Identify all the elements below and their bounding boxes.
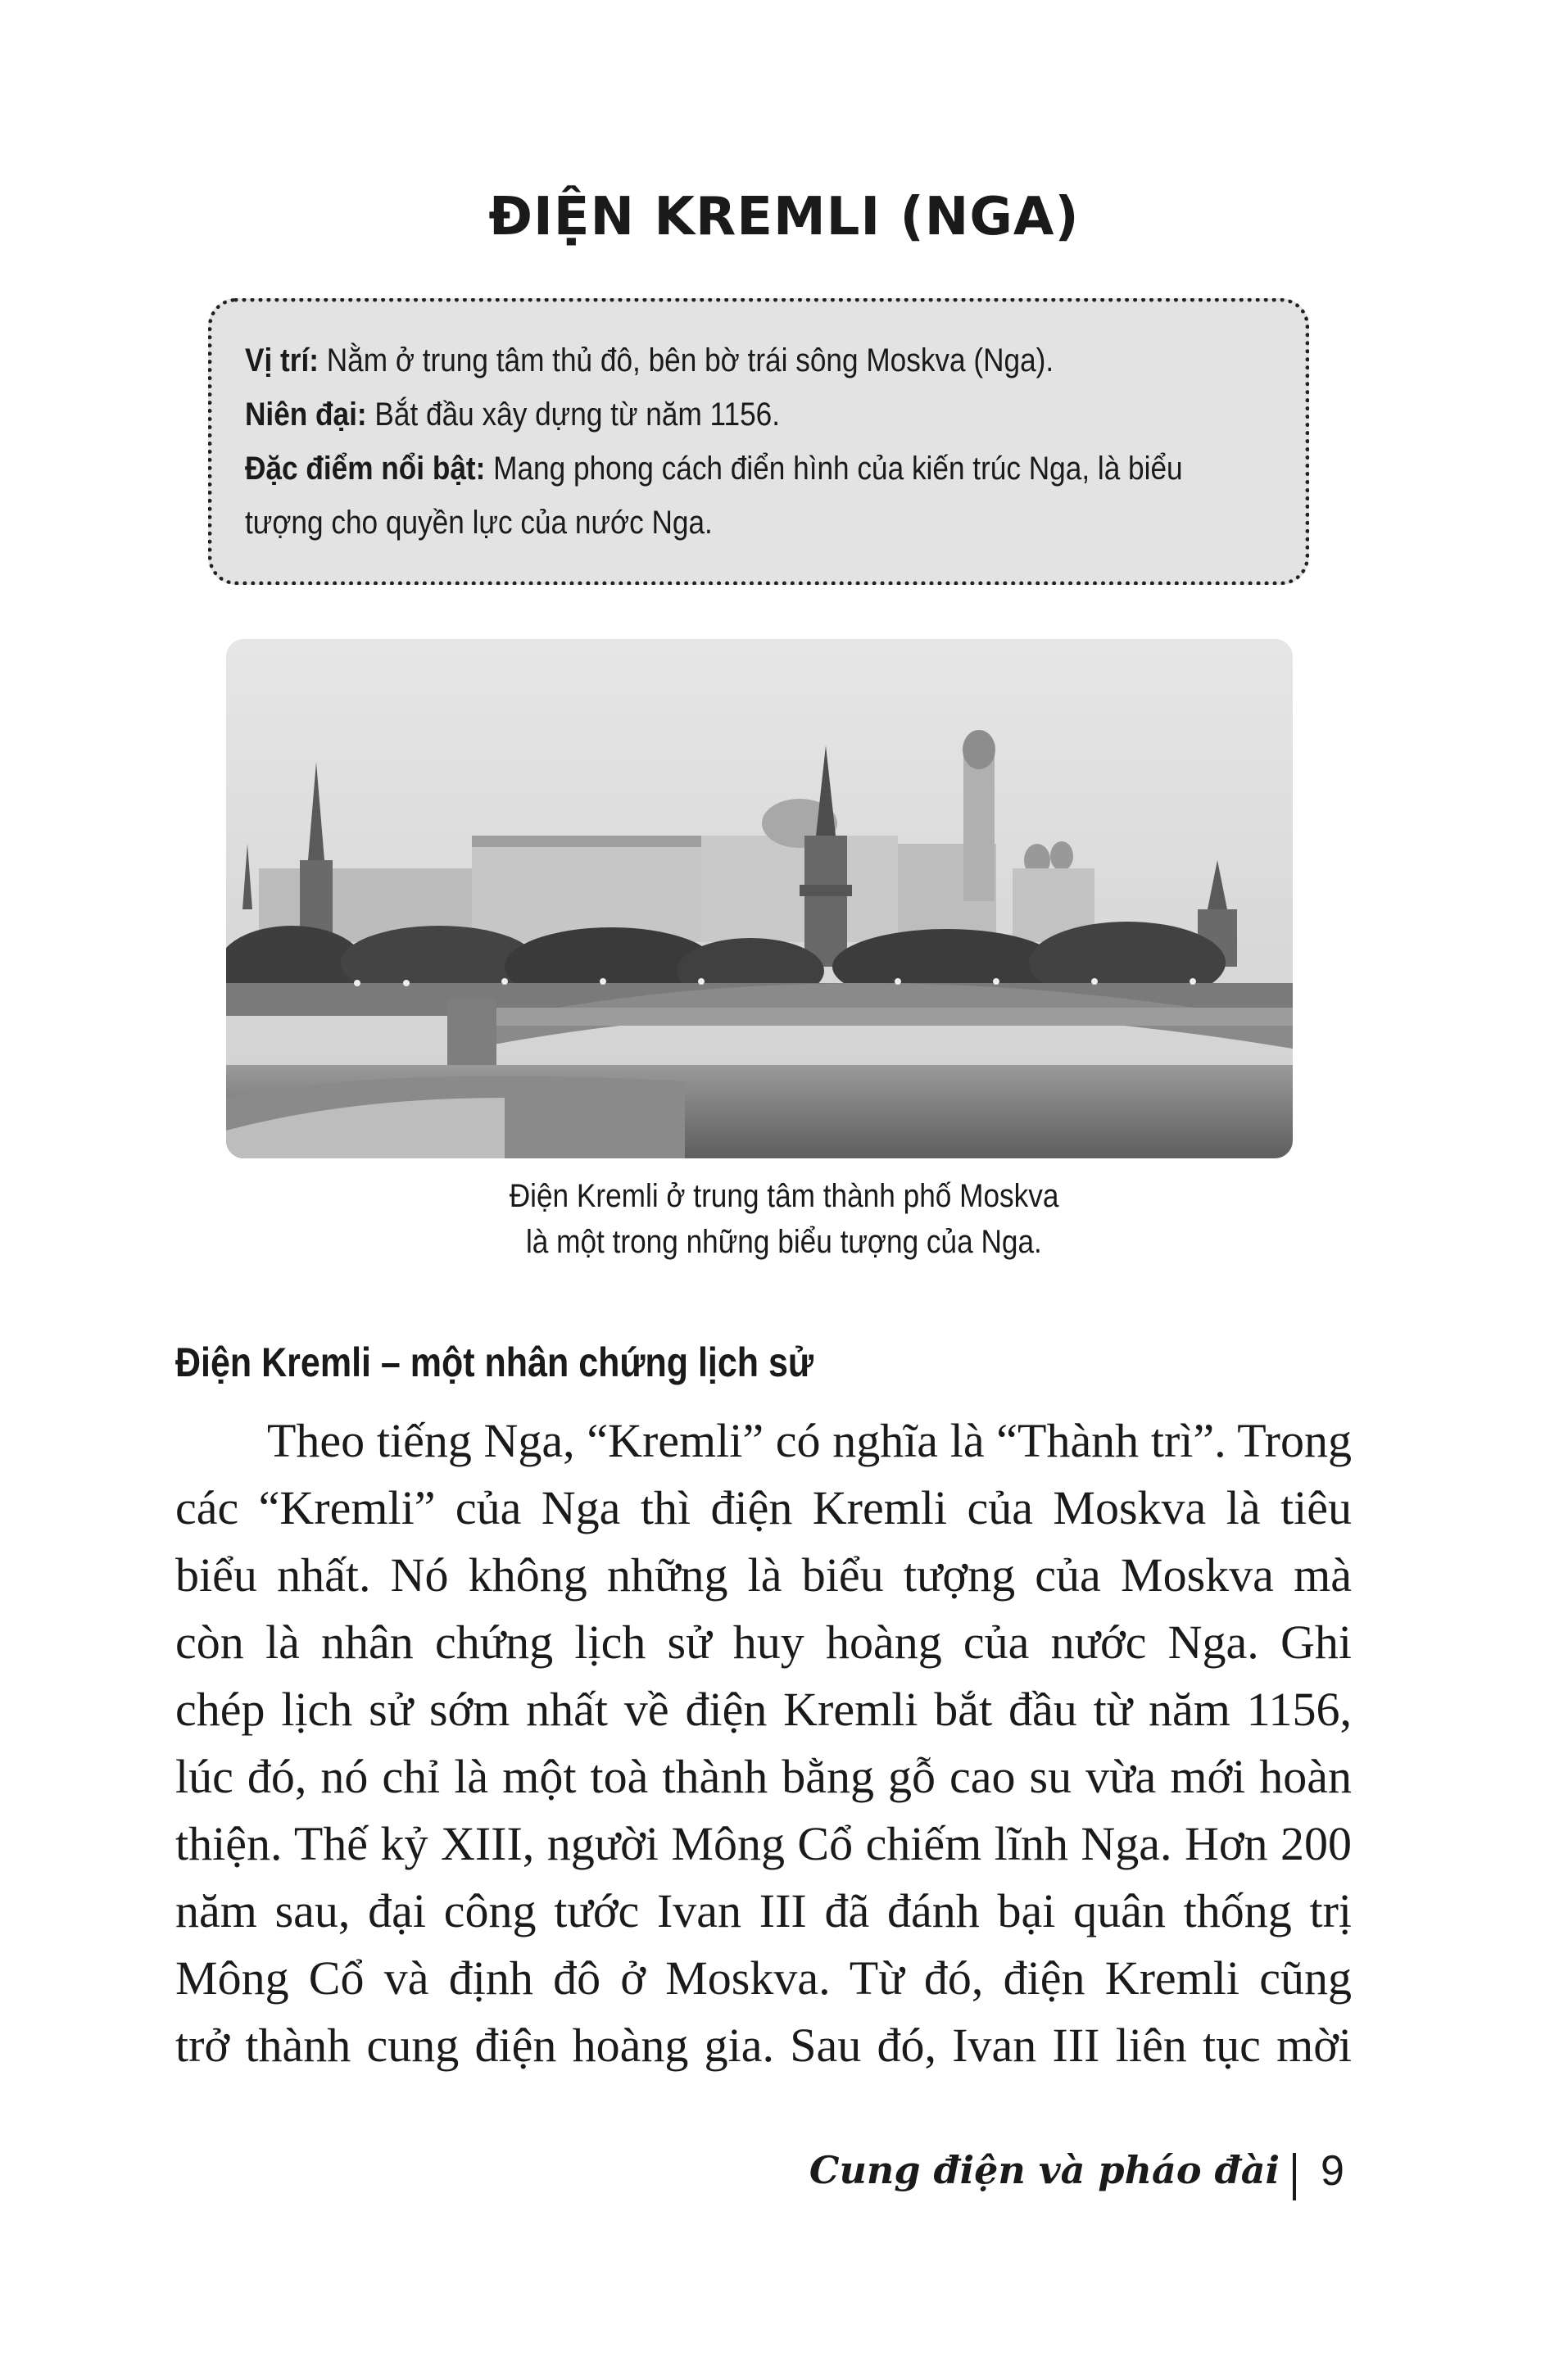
info-box (208, 298, 1309, 585)
info-location (245, 333, 1269, 387)
body-line: trở thành cung điện hoàng gia. Sau đó, Ivan III liên tục mời (175, 2019, 1352, 2072)
body-line: Theo tiếng Nga, “Kremli” có nghĩa là “Thành trì”. Trong (267, 1414, 1352, 1467)
kremlin-photo (226, 639, 1293, 1158)
body-line: biểu nhất. Nó không những là biểu tượng của Moskva mà (175, 1548, 1352, 1602)
photo-caption-line1: Điện Kremli ở trung tâm thành phố Moskva (509, 1178, 1059, 1214)
feature-label: Đặc điểm nổi bật: (245, 451, 486, 487)
body-line: thiện. Thế kỷ XIII, người Mông Cổ chiếm lĩnh Nga. Hơn 200 (175, 1817, 1352, 1870)
location-value: Nằm ở trung tâm thủ đô, bên bờ trái sông Moskva (Nga). (318, 342, 1054, 378)
body-line: chép lịch sử sớm nhất về điện Kremli bắt đầu từ năm 1156, (175, 1683, 1352, 1736)
page-number: 9 (1321, 2147, 1344, 2195)
era-value: Bắt đầu xây dựng từ năm 1156. (366, 397, 781, 433)
feature-value-2: tượng cho quyền lực của nước Nga. (245, 505, 713, 541)
location-label: Vị trí: (245, 342, 319, 378)
body-line: còn là nhân chứng lịch sử huy hoàng của nước Nga. Ghi (175, 1616, 1352, 1669)
feature-value-1: Mang phong cách điển hình của kiến trúc Nga, là biểu (485, 451, 1183, 487)
era-label: Niên đại: (245, 397, 367, 433)
body-line: năm sau, đại công tước Ivan III đã đánh bại quân thống trị (175, 1884, 1352, 1937)
footer-divider (1293, 2153, 1296, 2200)
photo-caption-line2: là một trong những biểu tượng của Nga. (526, 1224, 1042, 1260)
section-heading: Điện Kremli – một nhân chứng lịch sử (175, 1339, 814, 1385)
info-feature (245, 442, 1269, 496)
body-line: các “Kremli” của Nga thì điện Kremli của Moskva là tiêu (175, 1481, 1352, 1534)
body-line: Mông Cổ và định đô ở Moskva. Từ đó, điện Kremli cũng (175, 1951, 1352, 2005)
body-text (175, 1407, 1352, 2079)
page-title: ĐIỆN KREMLI (NGA) (488, 187, 1080, 247)
running-title: Cung điện và pháo đài (809, 2148, 1280, 2192)
info-feature-cont (245, 496, 1269, 550)
body-line: lúc đó, nó chỉ là một toà thành bằng gỗ cao su vừa mới hoàn (175, 1750, 1352, 1803)
info-era (245, 387, 1269, 442)
